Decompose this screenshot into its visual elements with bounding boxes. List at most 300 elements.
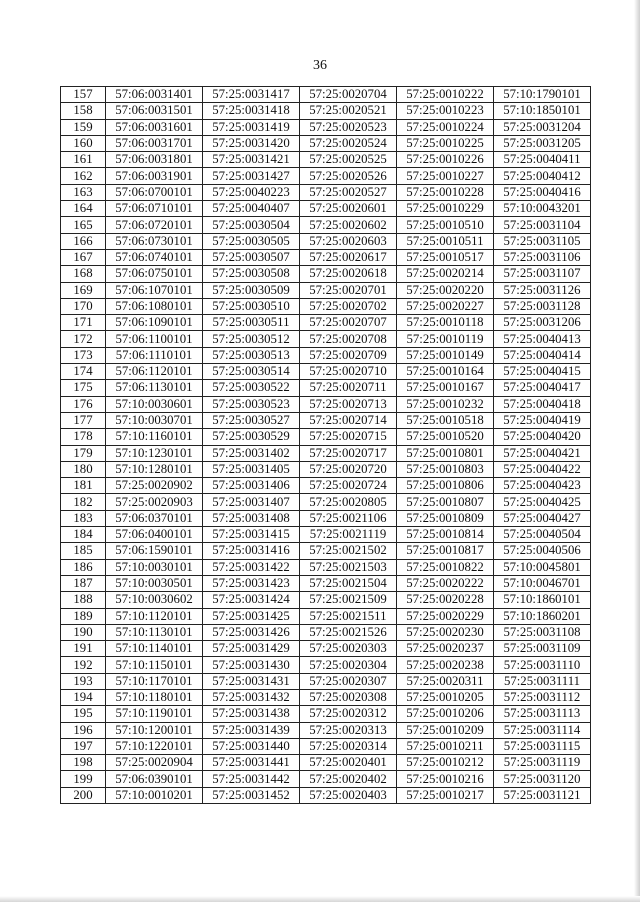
cadastral-number-cell: 57:25:0020713 [300, 396, 397, 412]
table-row [61, 771, 591, 787]
cadastral-number-cell: 57:25:0031206 [494, 315, 591, 331]
table-row [61, 103, 591, 119]
table-row [61, 315, 591, 331]
cadastral-number-cell: 57:25:0010217 [397, 787, 494, 803]
cadastral-number-cell: 57:25:0040417 [494, 380, 591, 396]
table-row [61, 641, 591, 657]
cadastral-number-cell: 57:10:0043201 [494, 201, 591, 217]
row-number-cell: 167 [61, 249, 106, 265]
cadastral-number-cell: 57:25:0020603 [300, 233, 397, 249]
row-number-cell: 158 [61, 103, 106, 119]
table-row [61, 347, 591, 363]
cadastral-number-cell: 57:25:0031126 [494, 282, 591, 298]
cadastral-number-cell: 57:25:0031407 [203, 494, 300, 510]
cadastral-number-cell: 57:25:0031441 [203, 755, 300, 771]
cadastral-number-cell: 57:25:0031104 [494, 217, 591, 233]
cadastral-number-cell: 57:25:0031452 [203, 787, 300, 803]
table-row [61, 429, 591, 445]
cadastral-number-cell: 57:25:0010205 [397, 689, 494, 705]
cadastral-number-cell: 57:25:0040427 [494, 510, 591, 526]
cadastral-number-cell: 57:06:0031401 [106, 87, 203, 103]
cadastral-number-cell: 57:25:0031417 [203, 87, 300, 103]
cadastral-number-cell: 57:25:0020402 [300, 771, 397, 787]
cadastral-number-cell: 57:25:0031204 [494, 119, 591, 135]
cadastral-number-cell: 57:25:0020710 [300, 364, 397, 380]
cadastral-number-cell: 57:25:0020403 [300, 787, 397, 803]
cadastral-number-cell: 57:06:1100101 [106, 331, 203, 347]
cadastral-number-cell: 57:25:0030509 [203, 282, 300, 298]
cadastral-number-cell: 57:06:1130101 [106, 380, 203, 396]
table-row [61, 298, 591, 314]
row-number-cell: 168 [61, 266, 106, 282]
cadastral-number-cell: 57:25:0040423 [494, 478, 591, 494]
row-number-cell: 191 [61, 641, 106, 657]
cadastral-number-cell: 57:25:0020701 [300, 282, 397, 298]
cadastral-number-cell: 57:10:0045801 [494, 559, 591, 575]
cadastral-number-cell: 57:25:0031430 [203, 657, 300, 673]
table-row [61, 233, 591, 249]
cadastral-number-cell: 57:06:0390101 [106, 771, 203, 787]
cadastral-number-cell: 57:25:0020601 [300, 201, 397, 217]
cadastral-number-cell: 57:25:0010520 [397, 429, 494, 445]
cadastral-number-cell: 57:25:0020401 [300, 755, 397, 771]
cadastral-number-cell: 57:25:0031115 [494, 738, 591, 754]
cadastral-number-cell: 57:25:0021526 [300, 624, 397, 640]
cadastral-number-cell: 57:25:0040412 [494, 168, 591, 184]
row-number-cell: 183 [61, 510, 106, 526]
cadastral-number-cell: 57:25:0030529 [203, 429, 300, 445]
cadastral-number-cell: 57:25:0031438 [203, 706, 300, 722]
cadastral-number-cell: 57:25:0021119 [300, 527, 397, 543]
row-number-cell: 160 [61, 135, 106, 151]
row-number-cell: 197 [61, 738, 106, 754]
table-row [61, 168, 591, 184]
cadastral-number-cell: 57:25:0021106 [300, 510, 397, 526]
cadastral-number-cell: 57:25:0021511 [300, 608, 397, 624]
cadastral-number-cell: 57:25:0020228 [397, 592, 494, 608]
row-number-cell: 164 [61, 201, 106, 217]
cadastral-number-cell: 57:25:0020709 [300, 347, 397, 363]
cadastral-number-cell: 57:25:0020714 [300, 412, 397, 428]
cadastral-number-cell: 57:25:0020220 [397, 282, 494, 298]
table-row [61, 722, 591, 738]
cadastral-number-cell: 57:25:0010807 [397, 494, 494, 510]
cadastral-number-cell: 57:25:0030505 [203, 233, 300, 249]
table-row [61, 559, 591, 575]
cadastral-number-cell: 57:25:0010822 [397, 559, 494, 575]
cadastral-number-cell: 57:25:0040413 [494, 331, 591, 347]
cadastral-number-cell: 57:10:1180101 [106, 689, 203, 705]
cadastral-number-cell: 57:10:1220101 [106, 738, 203, 754]
table-row [61, 706, 591, 722]
cadastral-number-cell: 57:10:1190101 [106, 706, 203, 722]
row-number-cell: 174 [61, 364, 106, 380]
cadastral-number-cell: 57:25:0030514 [203, 364, 300, 380]
table-row [61, 543, 591, 559]
cadastral-number-cell: 57:10:1850101 [494, 103, 591, 119]
cadastral-number-cell: 57:25:0020311 [397, 673, 494, 689]
row-number-cell: 172 [61, 331, 106, 347]
cadastral-number-cell: 57:25:0010510 [397, 217, 494, 233]
row-number-cell: 186 [61, 559, 106, 575]
table-row [61, 364, 591, 380]
cadastral-number-cell: 57:25:0020526 [300, 168, 397, 184]
cadastral-number-cell: 57:06:1120101 [106, 364, 203, 380]
cadastral-number-cell: 57:25:0031429 [203, 641, 300, 657]
cadastral-number-cell: 57:25:0010216 [397, 771, 494, 787]
cadastral-number-cell: 57:25:0020708 [300, 331, 397, 347]
cadastral-number-cell: 57:25:0031105 [494, 233, 591, 249]
row-number-cell: 185 [61, 543, 106, 559]
table-row [61, 119, 591, 135]
cadastral-number-cell: 57:25:0031418 [203, 103, 300, 119]
cadastral-number-cell: 57:25:0031406 [203, 478, 300, 494]
cadastral-number-cell: 57:25:0030513 [203, 347, 300, 363]
table-row [61, 445, 591, 461]
cadastral-number-cell: 57:25:0031110 [494, 657, 591, 673]
cadastral-number-cell: 57:25:0010164 [397, 364, 494, 380]
row-number-cell: 192 [61, 657, 106, 673]
cadastral-number-cell: 57:25:0040425 [494, 494, 591, 510]
cadastral-number-cell: 57:25:0020227 [397, 298, 494, 314]
cadastral-number-cell: 57:10:1160101 [106, 429, 203, 445]
row-number-cell: 165 [61, 217, 106, 233]
cadastral-number-cell: 57:25:0031423 [203, 575, 300, 591]
cadastral-number-cell: 57:25:0020602 [300, 217, 397, 233]
cadastral-number-cell: 57:25:0031421 [203, 152, 300, 168]
table-row [61, 380, 591, 396]
cadastral-number-cell: 57:25:0020618 [300, 266, 397, 282]
cadastral-number-cell: 57:25:0010119 [397, 331, 494, 347]
cadastral-number-cell: 57:25:0020237 [397, 641, 494, 657]
cadastral-number-cell: 57:25:0020805 [300, 494, 397, 510]
cadastral-number-cell: 57:25:0031426 [203, 624, 300, 640]
table-row [61, 527, 591, 543]
cadastral-number-cell: 57:25:0031425 [203, 608, 300, 624]
cadastral-number-cell: 57:25:0020313 [300, 722, 397, 738]
cadastral-number-cell: 57:25:0020304 [300, 657, 397, 673]
cadastral-number-cell: 57:25:0020702 [300, 298, 397, 314]
cadastral-number-cell: 57:25:0010803 [397, 461, 494, 477]
row-number-cell: 200 [61, 787, 106, 803]
cadastral-number-cell: 57:25:0030504 [203, 217, 300, 233]
row-number-cell: 196 [61, 722, 106, 738]
cadastral-number-cell: 57:25:0010817 [397, 543, 494, 559]
row-number-cell: 176 [61, 396, 106, 412]
cadastral-number-cell: 57:25:0031114 [494, 722, 591, 738]
row-number-cell: 182 [61, 494, 106, 510]
cadastral-number-cell: 57:25:0010209 [397, 722, 494, 738]
cadastral-number-cell: 57:06:1110101 [106, 347, 203, 363]
table-row [61, 87, 591, 103]
cadastral-number-cell: 57:25:0020617 [300, 249, 397, 265]
row-number-cell: 188 [61, 592, 106, 608]
row-number-cell: 193 [61, 673, 106, 689]
cadastral-number-cell: 57:10:0030501 [106, 575, 203, 591]
row-number-cell: 177 [61, 412, 106, 428]
cadastral-number-cell: 57:25:0020717 [300, 445, 397, 461]
table-row [61, 478, 591, 494]
cadastral-number-cell: 57:25:0010801 [397, 445, 494, 461]
table-row [61, 461, 591, 477]
table-row [61, 282, 591, 298]
cadastral-number-cell: 57:25:0040419 [494, 412, 591, 428]
cadastral-number-cell: 57:25:0010511 [397, 233, 494, 249]
cadastral-number-cell: 57:25:0010206 [397, 706, 494, 722]
cadastral-number-cell: 57:06:1080101 [106, 298, 203, 314]
cadastral-number-cell: 57:25:0040421 [494, 445, 591, 461]
cadastral-number-cell: 57:06:0400101 [106, 527, 203, 543]
cadastral-number-cell: 57:25:0010224 [397, 119, 494, 135]
row-number-cell: 161 [61, 152, 106, 168]
cadastral-number-cell: 57:25:0031111 [494, 673, 591, 689]
cadastral-number-cell: 57:10:1200101 [106, 722, 203, 738]
row-number-cell: 166 [61, 233, 106, 249]
cadastral-number-cell: 57:25:0020724 [300, 478, 397, 494]
cadastral-number-cell: 57:25:0030512 [203, 331, 300, 347]
cadastral-number-cell: 57:25:0031440 [203, 738, 300, 754]
cadastral-number-cell: 57:25:0031119 [494, 755, 591, 771]
cadastral-number-cell: 57:25:0040420 [494, 429, 591, 445]
table-row [61, 412, 591, 428]
cadastral-number-cell: 57:25:0020715 [300, 429, 397, 445]
cadastral-number-cell: 57:25:0020704 [300, 87, 397, 103]
table-row [61, 510, 591, 526]
cadastral-number-cell: 57:25:0010806 [397, 478, 494, 494]
page-number: 36 [313, 58, 327, 73]
cadastral-number-cell: 57:25:0040416 [494, 184, 591, 200]
table-row [61, 657, 591, 673]
cadastral-number-cell: 57:06:0031901 [106, 168, 203, 184]
table-row [61, 575, 591, 591]
cadastral-number-cell: 57:25:0030527 [203, 412, 300, 428]
cadastral-number-cell: 57:25:0031112 [494, 689, 591, 705]
row-number-cell: 179 [61, 445, 106, 461]
cadastral-number-cell: 57:06:0031601 [106, 119, 203, 135]
cadastral-number-cell: 57:25:0010222 [397, 87, 494, 103]
table-row [61, 331, 591, 347]
cadastral-number-cell: 57:10:1280101 [106, 461, 203, 477]
cadastral-number-cell: 57:25:0031128 [494, 298, 591, 314]
row-number-cell: 175 [61, 380, 106, 396]
cadastral-number-cell: 57:25:0031442 [203, 771, 300, 787]
cadastral-number-cell: 57:25:0040223 [203, 184, 300, 200]
cadastral-number-cell: 57:25:0031120 [494, 771, 591, 787]
cadastral-number-cell: 57:25:0020222 [397, 575, 494, 591]
cadastral-number-cell: 57:25:0020903 [106, 494, 203, 510]
row-number-cell: 184 [61, 527, 106, 543]
cadastral-number-cell: 57:06:0700101 [106, 184, 203, 200]
cadastral-number-cell: 57:06:0750101 [106, 266, 203, 282]
row-number-cell: 159 [61, 119, 106, 135]
cadastral-number-cell: 57:25:0010149 [397, 347, 494, 363]
cadastral-number-cell: 57:25:0010517 [397, 249, 494, 265]
cadastral-number-cell: 57:25:0010118 [397, 315, 494, 331]
cadastral-number-cell: 57:10:1860201 [494, 608, 591, 624]
cadastral-number-cell: 57:10:1860101 [494, 592, 591, 608]
cadastral-number-cell: 57:25:0031113 [494, 706, 591, 722]
row-number-cell: 162 [61, 168, 106, 184]
row-number-cell: 169 [61, 282, 106, 298]
cadastral-number-cell: 57:25:0040422 [494, 461, 591, 477]
cadastral-number-cell: 57:25:0020521 [300, 103, 397, 119]
table-row [61, 738, 591, 754]
cadastral-number-cell: 57:25:0031431 [203, 673, 300, 689]
cadastral-number-cell: 57:25:0031205 [494, 135, 591, 151]
cadastral-number-cell: 57:25:0040418 [494, 396, 591, 412]
cadastral-number-cell: 57:10:1230101 [106, 445, 203, 461]
row-number-cell: 170 [61, 298, 106, 314]
cadastral-number-cell: 57:25:0010212 [397, 755, 494, 771]
cadastral-number-cell: 57:25:0010223 [397, 103, 494, 119]
row-number-cell: 157 [61, 87, 106, 103]
cadastral-number-cell: 57:25:0031108 [494, 624, 591, 640]
cadastral-number-cell: 57:25:0020214 [397, 266, 494, 282]
cadastral-number-cell: 57:25:0020523 [300, 119, 397, 135]
cadastral-number-cell: 57:10:0010201 [106, 787, 203, 803]
cadastral-number-cell: 57:10:1130101 [106, 624, 203, 640]
cadastral-number-cell: 57:25:0010814 [397, 527, 494, 543]
table-row [61, 755, 591, 771]
cadastral-number-cell: 57:25:0030510 [203, 298, 300, 314]
cadastral-number-cell: 57:10:1140101 [106, 641, 203, 657]
cadastral-number-cell: 57:25:0020902 [106, 478, 203, 494]
cadastral-number-cell: 57:25:0020307 [300, 673, 397, 689]
cadastral-number-cell: 57:06:0031801 [106, 152, 203, 168]
row-number-cell: 178 [61, 429, 106, 445]
cadastral-number-cell: 57:25:0020312 [300, 706, 397, 722]
cadastral-number-cell: 57:25:0031416 [203, 543, 300, 559]
table-row [61, 266, 591, 282]
cadastral-number-cell: 57:25:0031424 [203, 592, 300, 608]
cadastral-number-cell: 57:25:0031402 [203, 445, 300, 461]
cadastral-number-cell: 57:25:0010232 [397, 396, 494, 412]
cadastral-number-cell: 57:25:0021502 [300, 543, 397, 559]
cadastral-number-cell: 57:10:1790101 [494, 87, 591, 103]
cadastral-number-cell: 57:25:0020524 [300, 135, 397, 151]
table-row [61, 689, 591, 705]
cadastral-number-cell: 57:25:0020525 [300, 152, 397, 168]
table-row [61, 494, 591, 510]
cadastral-number-cell: 57:25:0020707 [300, 315, 397, 331]
cadastral-number-cell: 57:25:0031121 [494, 787, 591, 803]
cadastral-number-cell: 57:25:0040415 [494, 364, 591, 380]
table-row [61, 135, 591, 151]
cadastral-number-cell: 57:25:0020229 [397, 608, 494, 624]
row-number-cell: 199 [61, 771, 106, 787]
row-number-cell: 187 [61, 575, 106, 591]
cadastral-number-cell: 57:25:0040504 [494, 527, 591, 543]
cadastral-number-cell: 57:10:1120101 [106, 608, 203, 624]
cadastral-number-cell: 57:25:0040506 [494, 543, 591, 559]
cadastral-number-cell: 57:25:0010809 [397, 510, 494, 526]
cadastral-number-cell: 57:10:0046701 [494, 575, 591, 591]
cadastral-number-cell: 57:25:0030508 [203, 266, 300, 282]
cadastral-number-cell: 57:25:0010211 [397, 738, 494, 754]
cadastral-number-cell: 57:25:0031432 [203, 689, 300, 705]
cadastral-number-cell: 57:25:0031415 [203, 527, 300, 543]
scan-edge-shadow-bottom [0, 896, 640, 902]
cadastral-number-cell: 57:25:0020720 [300, 461, 397, 477]
table-row [61, 608, 591, 624]
cadastral-number-cell: 57:25:0031106 [494, 249, 591, 265]
cadastral-number-cell: 57:06:0710101 [106, 201, 203, 217]
cadastral-number-cell: 57:25:0030522 [203, 380, 300, 396]
row-number-cell: 195 [61, 706, 106, 722]
row-number-cell: 171 [61, 315, 106, 331]
table-row [61, 201, 591, 217]
cadastral-number-cell: 57:25:0031109 [494, 641, 591, 657]
cadastral-number-cell: 57:06:1070101 [106, 282, 203, 298]
cadastral-number-cell: 57:10:1170101 [106, 673, 203, 689]
cadastral-number-cell: 57:06:1090101 [106, 315, 203, 331]
cadastral-number-cell: 57:25:0030507 [203, 249, 300, 265]
cadastral-number-cell: 57:25:0020711 [300, 380, 397, 396]
table-row [61, 249, 591, 265]
cadastral-number-cell: 57:10:0030701 [106, 412, 203, 428]
row-number-cell: 198 [61, 755, 106, 771]
cadastral-number-cell: 57:25:0030511 [203, 315, 300, 331]
row-number-cell: 163 [61, 184, 106, 200]
cadastral-number-cell: 57:25:0040414 [494, 347, 591, 363]
cadastral-number-cell: 57:25:0031405 [203, 461, 300, 477]
cadastral-number-cell: 57:10:1150101 [106, 657, 203, 673]
cadastral-number-cell: 57:25:0031439 [203, 722, 300, 738]
cadastral-number-cell: 57:06:0031501 [106, 103, 203, 119]
row-number-cell: 194 [61, 689, 106, 705]
cadastral-number-cell: 57:25:0021509 [300, 592, 397, 608]
cadastral-number-cell: 57:06:0740101 [106, 249, 203, 265]
cadastral-number-cell: 57:25:0021504 [300, 575, 397, 591]
cadastral-number-cell: 57:25:0020904 [106, 755, 203, 771]
table-row [61, 787, 591, 803]
cadastral-number-cell: 57:25:0010229 [397, 201, 494, 217]
cadastral-number-cell: 57:25:0031408 [203, 510, 300, 526]
cadastral-number-cell: 57:25:0030523 [203, 396, 300, 412]
cadastral-number-cell: 57:25:0031420 [203, 135, 300, 151]
cadastral-number-cell: 57:06:0031701 [106, 135, 203, 151]
cadastral-number-cell: 57:06:1590101 [106, 543, 203, 559]
table-row [61, 152, 591, 168]
cadastral-number-cell: 57:25:0010227 [397, 168, 494, 184]
table-row [61, 396, 591, 412]
cadastral-number-cell: 57:25:0020303 [300, 641, 397, 657]
cadastral-number-cell: 57:25:0020238 [397, 657, 494, 673]
cadastral-number-cell: 57:25:0020308 [300, 689, 397, 705]
cadastral-number-cell: 57:25:0031422 [203, 559, 300, 575]
cadastral-number-cell: 57:25:0010225 [397, 135, 494, 151]
cadastral-number-cell: 57:10:0030101 [106, 559, 203, 575]
cadastral-number-cell: 57:25:0021503 [300, 559, 397, 575]
cadastral-number-cell: 57:25:0010226 [397, 152, 494, 168]
cadastral-number-cell: 57:25:0040411 [494, 152, 591, 168]
cadastral-number-cell: 57:25:0031419 [203, 119, 300, 135]
table-body [61, 87, 591, 804]
row-number-cell: 190 [61, 624, 106, 640]
table-row [61, 592, 591, 608]
table-row [61, 217, 591, 233]
row-number-cell: 173 [61, 347, 106, 363]
cadastral-number-cell: 57:06:0370101 [106, 510, 203, 526]
row-number-cell: 181 [61, 478, 106, 494]
cadastral-number-cell: 57:25:0020230 [397, 624, 494, 640]
cadastral-number-cell: 57:06:0720101 [106, 217, 203, 233]
table-row [61, 624, 591, 640]
cadastral-number-cell: 57:25:0010228 [397, 184, 494, 200]
cadastral-number-cell: 57:25:0031107 [494, 266, 591, 282]
cadastral-number-cell: 57:25:0040407 [203, 201, 300, 217]
row-number-cell: 189 [61, 608, 106, 624]
